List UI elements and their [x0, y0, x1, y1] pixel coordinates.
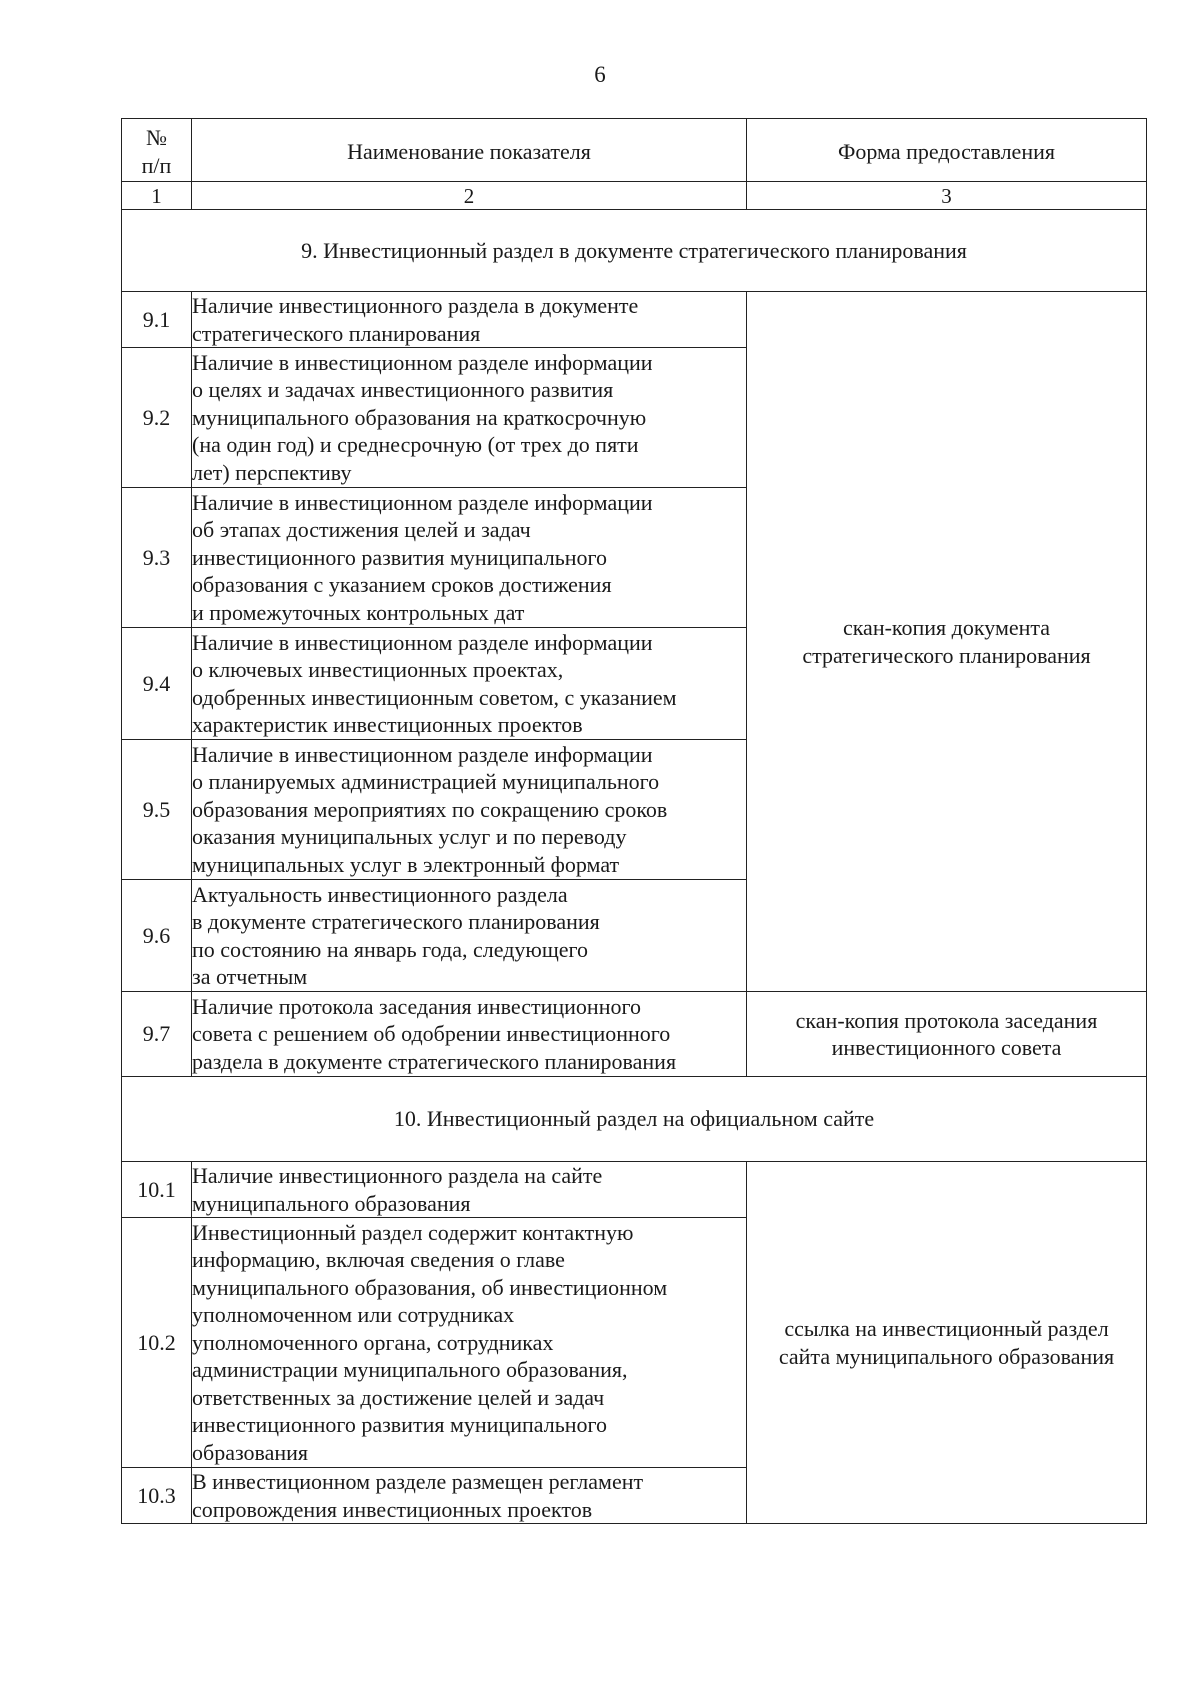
text-line: стратегического планирования: [802, 642, 1091, 668]
column-number: 2: [192, 182, 747, 210]
text-line: об этапах достижения целей и задач: [192, 517, 531, 543]
text-line: Наличие протокола заседания инвестиционного: [192, 993, 641, 1019]
text-line: инвестиционного развития муниципального: [192, 1412, 607, 1438]
text-line: муниципального образования на краткосрочную: [192, 404, 647, 430]
text-line: инвестиционного совета: [831, 1035, 1062, 1060]
header-number-line: №: [146, 125, 167, 150]
text-line: лет) перспективу: [192, 459, 352, 485]
form-cell: [747, 992, 1147, 1077]
text-line: одобренных инвестиционным советом, с указанием: [192, 684, 677, 710]
header-form: Форма предоставления: [747, 119, 1147, 182]
text-line: ссылка на инвестиционный раздел: [784, 1316, 1109, 1341]
text-line: уполномоченного органа, сотрудниках: [192, 1329, 554, 1355]
table-header-row: [122, 119, 1147, 182]
row-number: 9.4: [122, 628, 192, 740]
text-line: о планируемых администрацией муниципального: [192, 769, 660, 795]
indicators-table: [121, 118, 1147, 1524]
indicator-name: [192, 740, 747, 880]
form-cell: [747, 292, 1147, 992]
table-row: [122, 992, 1147, 1077]
indicator-name: [192, 1162, 747, 1218]
text-line: сайта муниципального образования: [778, 1343, 1115, 1369]
indicator-name: [192, 292, 747, 348]
text-line: скан-копия документа: [842, 615, 1051, 640]
table-row: [122, 1162, 1147, 1218]
row-number: 9.6: [122, 880, 192, 992]
text-line: муниципального образования, об инвестиционном: [192, 1274, 668, 1300]
row-number: 9.1: [122, 292, 192, 348]
text-line: стратегического планирования: [192, 320, 481, 346]
text-line: и промежуточных контрольных дат: [192, 599, 525, 625]
text-line: Наличие в инвестиционном разделе информации: [192, 489, 653, 515]
form-cell: [747, 1162, 1147, 1524]
indicator-name: [192, 1468, 747, 1524]
section-title: 10. Инвестиционный раздел на официальном сайте: [122, 1077, 1147, 1162]
section-row: [122, 1077, 1147, 1162]
text-line: Инвестиционный раздел содержит контактную: [192, 1219, 634, 1245]
text-line: скан-копия протокола заседания: [795, 1007, 1098, 1033]
text-line: администрации муниципального образования,: [192, 1357, 628, 1383]
text-line: Наличие инвестиционного раздела на сайте: [192, 1163, 603, 1188]
row-number: 9.3: [122, 488, 192, 628]
text-line: раздела в документе стратегического планирования: [192, 1048, 677, 1074]
text-line: инвестиционного развития муниципального: [192, 544, 607, 570]
page-number: 6: [594, 62, 606, 87]
text-line: о ключевых инвестиционных проектах,: [192, 657, 564, 682]
text-line: образования мероприятиях по сокращению сроков: [192, 796, 668, 822]
header-number: [122, 119, 192, 182]
section-row: [122, 210, 1147, 292]
row-number: 10.1: [122, 1162, 192, 1218]
text-line: образования: [192, 1439, 309, 1465]
row-number: 9.7: [122, 992, 192, 1077]
section-title: 9. Инвестиционный раздел в документе стратегического планирования: [122, 210, 1147, 292]
text-line: оказания муниципальных услуг и по переводу: [192, 824, 627, 850]
text-line: Наличие в инвестиционном разделе информации: [192, 741, 653, 767]
row-number: 10.3: [122, 1468, 192, 1524]
text-line: Актуальность инвестиционного раздела: [192, 881, 568, 907]
text-line: уполномоченном или сотрудниках: [192, 1302, 515, 1328]
indicator-name: [192, 628, 747, 740]
row-number: 9.5: [122, 740, 192, 880]
header-number-line: п/п: [141, 153, 172, 178]
indicator-name: [192, 488, 747, 628]
text-line: совета с решением об одобрении инвестиционного: [192, 1021, 671, 1047]
indicator-name: [192, 880, 747, 992]
table-row: [122, 292, 1147, 348]
column-number: 3: [747, 182, 1147, 210]
text-line: муниципального образования: [192, 1190, 471, 1216]
header-name: Наименование показателя: [192, 119, 747, 182]
text-line: ответственных за достижение целей и задач: [192, 1384, 605, 1410]
text-line: В инвестиционном разделе размещен регламент: [192, 1469, 644, 1494]
text-line: информацию, включая сведения о главе: [192, 1247, 565, 1273]
text-line: в документе стратегического планирования: [192, 909, 600, 934]
column-number: 1: [122, 182, 192, 210]
text-line: (на один год) и среднесрочную (от трех до пяти: [192, 432, 639, 458]
text-line: сопровождения инвестиционных проектов: [192, 1496, 593, 1522]
column-number-row: [122, 182, 1147, 210]
row-number: 10.2: [122, 1218, 192, 1468]
indicator-name: [192, 992, 747, 1077]
indicator-name: [192, 348, 747, 488]
text-line: за отчетным: [192, 964, 308, 989]
text-line: Наличие в инвестиционном разделе информации: [192, 629, 653, 655]
row-number: 9.2: [122, 348, 192, 488]
text-line: характеристик инвестиционных проектов: [192, 712, 583, 737]
text-line: по состоянию на январь года, следующего: [192, 936, 589, 962]
text-line: Наличие инвестиционного раздела в документе: [192, 293, 639, 318]
text-line: образования с указанием сроков достижения: [192, 572, 612, 598]
text-line: о целях и задачах инвестиционного развития: [192, 377, 614, 403]
indicator-name: [192, 1218, 747, 1468]
text-line: Наличие в инвестиционном разделе информации: [192, 349, 653, 375]
text-line: муниципальных услуг в электронный формат: [192, 851, 620, 877]
